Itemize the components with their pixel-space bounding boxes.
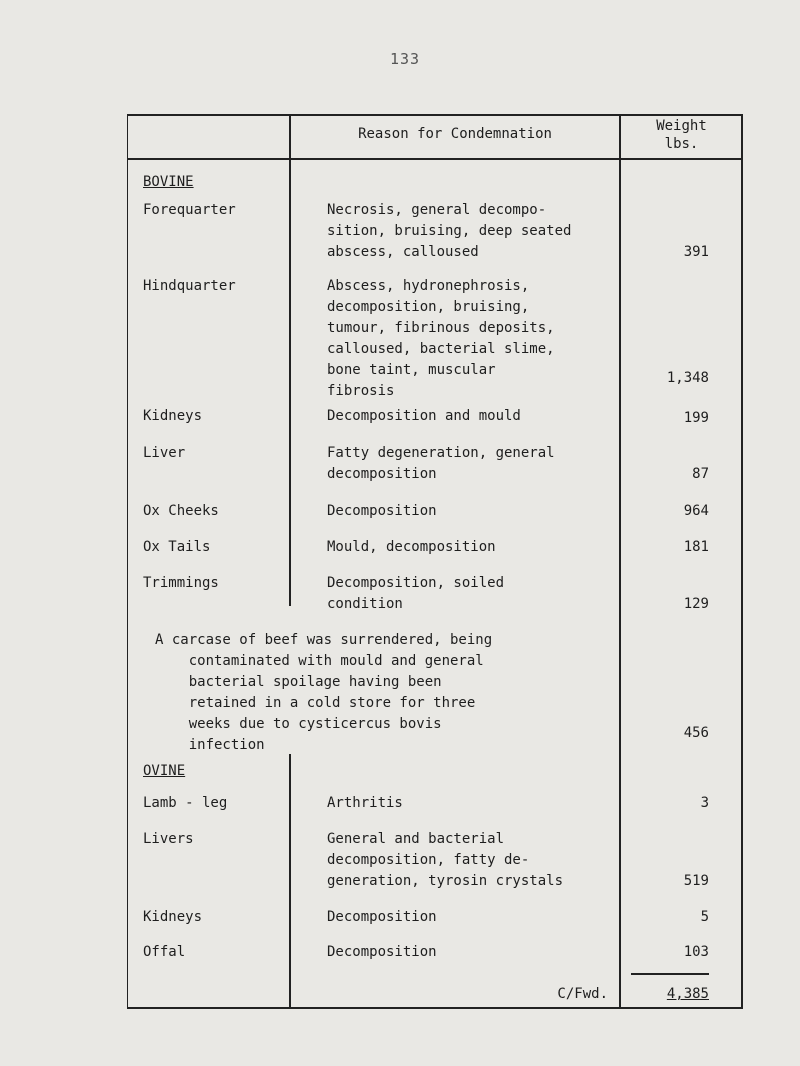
row-reason: Arthritis: [327, 795, 403, 811]
row-item: Livers: [143, 831, 194, 847]
carried-forward-total: 4,385: [666, 986, 709, 1002]
row-weight: 199: [683, 410, 709, 426]
column-divider: [289, 754, 291, 1009]
header-reason: Reason for Condemnation: [358, 126, 552, 142]
carcase-note: A carcase of beef was surrendered, being contaminated with mould and general bacterial spoilage having been retained in a cold store for three weeks due to cysticercus bovis infection: [155, 632, 493, 753]
row-reason: Decomposition: [327, 909, 437, 925]
carcase-note-weight: 456: [683, 725, 709, 741]
row-weight: 391: [683, 244, 709, 260]
row-reason: General and bacterial decomposition, fatty de- generation, tyrosin crystals: [327, 831, 564, 889]
section-ovine: OVINE: [143, 763, 186, 779]
row-item: Lamb - leg: [143, 795, 228, 811]
row-item: Liver: [143, 445, 186, 461]
row-reason: Decomposition: [327, 944, 437, 960]
row-item: Kidneys: [143, 408, 203, 424]
row-item: Offal: [143, 944, 186, 960]
row-reason: Decomposition: [327, 503, 437, 519]
carried-forward-label: C/Fwd.: [557, 986, 608, 1002]
row-item: Trimmings: [143, 575, 219, 591]
row-weight: 519: [683, 873, 709, 889]
condemnation-table: [127, 114, 743, 1009]
row-reason: Fatty degeneration, general decomposition: [327, 445, 555, 482]
row-weight: 1,348: [666, 370, 709, 386]
row-item: Ox Tails: [143, 539, 211, 555]
row-weight: 181: [683, 539, 709, 555]
row-weight: 129: [683, 596, 709, 612]
header-rule: [128, 158, 741, 160]
row-reason: Necrosis, general decompo- sition, bruising, deep seated abscess, calloused: [327, 202, 572, 260]
row-weight: 87: [692, 466, 709, 482]
row-weight: 103: [683, 944, 709, 960]
total-rule: [631, 973, 709, 975]
row-reason: Abscess, hydronephrosis, decomposition, bruising, tumour, fibrinous deposits, calloused, bacterial slime, bone taint, muscular fibrosis: [327, 278, 555, 399]
row-reason: Decomposition and mould: [327, 408, 521, 424]
column-divider: [289, 116, 291, 606]
row-item: Kidneys: [143, 909, 203, 925]
row-item: Forequarter: [143, 202, 236, 218]
header-weight: Weight: [656, 118, 707, 134]
section-bovine: BOVINE: [143, 174, 194, 190]
header-weight-unit: lbs.: [664, 136, 699, 152]
row-weight: 964: [683, 503, 709, 519]
page-number: 133: [390, 50, 421, 68]
row-weight: 5: [700, 909, 709, 925]
row-reason: Decomposition, soiled condition: [327, 575, 505, 612]
row-item: Hindquarter: [143, 278, 236, 294]
row-reason: Mould, decomposition: [327, 539, 496, 555]
row-weight: 3: [700, 795, 709, 811]
row-item: Ox Cheeks: [143, 503, 219, 519]
